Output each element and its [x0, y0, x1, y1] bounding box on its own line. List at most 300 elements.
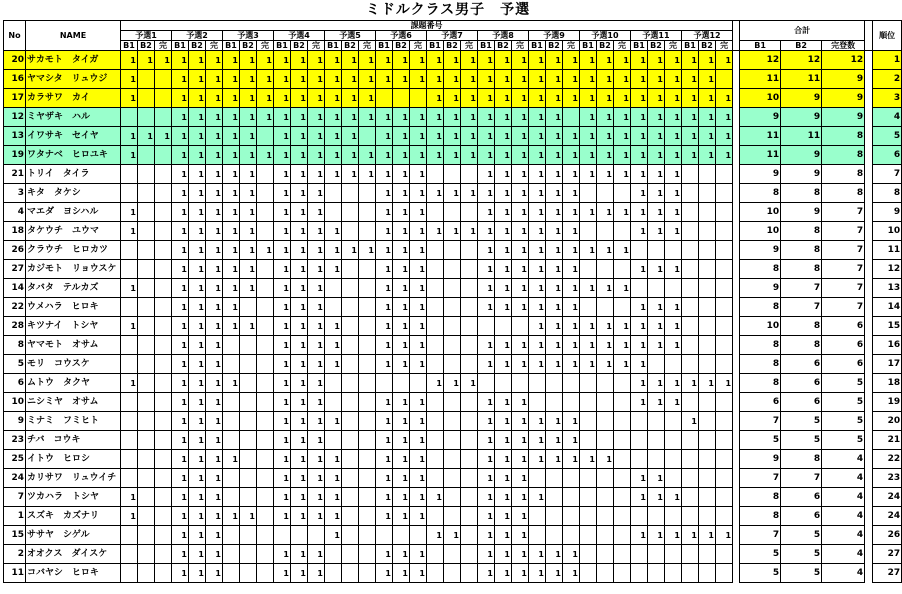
attempt-cell: 1	[274, 51, 291, 70]
attempt-cell	[444, 450, 461, 469]
attempt-cell: 1	[427, 374, 444, 393]
attempt-cell	[614, 488, 631, 507]
spacer	[865, 469, 873, 488]
attempt-cell	[223, 412, 240, 431]
round-header: 予選6	[376, 31, 427, 41]
table-row	[4, 127, 902, 146]
attempt-cell: 1	[444, 51, 461, 70]
attempt-cell: 1	[121, 507, 138, 526]
attempt-cell: 1	[478, 469, 495, 488]
attempt-cell: 1	[665, 488, 682, 507]
round-header: 予選1	[121, 31, 172, 41]
attempt-cell: 1	[546, 545, 563, 564]
attempt-cell: 1	[393, 469, 410, 488]
sub-col-header: B2	[342, 41, 359, 51]
attempt-cell: 1	[495, 108, 512, 127]
rank-value: 19	[873, 393, 902, 412]
attempt-cell	[274, 526, 291, 545]
attempt-cell: 1	[461, 108, 478, 127]
attempt-cell	[342, 393, 359, 412]
attempt-cell: 1	[512, 564, 529, 583]
attempt-cell: 1	[291, 51, 308, 70]
spacer	[865, 488, 873, 507]
attempt-cell: 1	[665, 260, 682, 279]
rank-value: 3	[873, 89, 902, 108]
attempt-cell	[427, 241, 444, 260]
table-row	[4, 70, 902, 89]
attempt-cell: 1	[410, 412, 427, 431]
attempt-cell	[512, 317, 529, 336]
attempt-cell	[138, 488, 155, 507]
attempt-cell	[682, 393, 699, 412]
attempt-cell: 1	[308, 317, 325, 336]
attempt-cell: 1	[240, 222, 257, 241]
attempt-cell: 1	[512, 165, 529, 184]
attempt-cell: 1	[121, 279, 138, 298]
attempt-cell: 1	[546, 431, 563, 450]
attempt-cell: 1	[308, 222, 325, 241]
attempt-cell	[342, 450, 359, 469]
attempt-cell: 1	[478, 241, 495, 260]
attempt-cell	[631, 431, 648, 450]
attempt-cell	[631, 564, 648, 583]
attempt-cell: 1	[512, 222, 529, 241]
attempt-cell: 1	[206, 51, 223, 70]
attempt-cell: 1	[393, 127, 410, 146]
spacer	[733, 51, 740, 70]
attempt-cell	[342, 260, 359, 279]
attempt-cell: 1	[206, 317, 223, 336]
attempt-cell	[631, 507, 648, 526]
attempt-cell: 1	[546, 146, 563, 165]
athlete-number: 20	[4, 51, 26, 70]
attempt-cell	[665, 545, 682, 564]
attempt-cell	[342, 355, 359, 374]
athlete-number: 6	[4, 374, 26, 393]
round-header: 予選12	[682, 31, 733, 41]
attempt-cell	[682, 355, 699, 374]
attempt-cell	[138, 393, 155, 412]
total-b2: 6	[781, 374, 822, 393]
attempt-cell: 1	[512, 507, 529, 526]
attempt-cell: 1	[172, 431, 189, 450]
attempt-cell: 1	[699, 108, 716, 127]
table-row	[4, 260, 902, 279]
total-b2: 6	[781, 393, 822, 412]
attempt-cell: 1	[410, 127, 427, 146]
attempt-cell: 1	[308, 545, 325, 564]
table-row	[4, 184, 902, 203]
attempt-cell	[325, 374, 342, 393]
attempt-cell: 1	[189, 393, 206, 412]
attempt-cell	[257, 488, 274, 507]
attempt-cell: 1	[393, 70, 410, 89]
attempt-cell: 1	[325, 241, 342, 260]
attempt-cell: 1	[172, 184, 189, 203]
attempt-cell	[138, 431, 155, 450]
attempt-cell	[597, 488, 614, 507]
attempt-cell	[529, 393, 546, 412]
sub-col-header: B1	[682, 41, 699, 51]
attempt-cell: 1	[189, 165, 206, 184]
attempt-cell: 1	[495, 89, 512, 108]
table-row	[4, 450, 902, 469]
attempt-cell: 1	[597, 89, 614, 108]
attempt-cell: 1	[376, 298, 393, 317]
attempt-cell	[716, 279, 733, 298]
attempt-cell	[138, 298, 155, 317]
attempt-cell: 1	[189, 241, 206, 260]
athlete-number: 24	[4, 469, 26, 488]
attempt-cell	[580, 431, 597, 450]
attempt-cell: 1	[410, 317, 427, 336]
attempt-cell: 1	[206, 127, 223, 146]
spacer	[733, 165, 740, 184]
attempt-cell	[614, 431, 631, 450]
attempt-cell: 1	[291, 108, 308, 127]
attempt-cell: 1	[206, 108, 223, 127]
attempt-cell: 1	[461, 127, 478, 146]
attempt-cell: 1	[410, 393, 427, 412]
attempt-cell	[155, 241, 172, 260]
attempt-cell	[257, 564, 274, 583]
attempt-cell: 1	[716, 146, 733, 165]
attempt-cell: 1	[410, 241, 427, 260]
attempt-cell: 1	[240, 108, 257, 127]
attempt-cell	[631, 450, 648, 469]
attempt-cell: 1	[546, 89, 563, 108]
attempt-cell: 1	[478, 336, 495, 355]
attempt-cell: 1	[580, 146, 597, 165]
table-row	[4, 222, 902, 241]
spacer	[865, 374, 873, 393]
attempt-cell: 1	[393, 279, 410, 298]
spacer	[733, 203, 740, 222]
attempt-cell	[716, 545, 733, 564]
attempt-cell	[410, 526, 427, 545]
attempt-cell: 1	[291, 279, 308, 298]
attempt-cell	[546, 393, 563, 412]
attempt-cell	[665, 469, 682, 488]
attempt-cell	[682, 450, 699, 469]
attempt-cell: 1	[410, 165, 427, 184]
attempt-cell	[359, 336, 376, 355]
athlete-number: 26	[4, 241, 26, 260]
spacer	[733, 431, 740, 450]
attempt-cell	[716, 564, 733, 583]
rank-value: 6	[873, 146, 902, 165]
attempt-cell	[529, 374, 546, 393]
attempt-cell: 1	[478, 222, 495, 241]
attempt-cell	[121, 108, 138, 127]
attempt-cell: 1	[512, 431, 529, 450]
attempt-cell: 1	[563, 260, 580, 279]
attempt-cell: 1	[614, 89, 631, 108]
attempt-cell: 1	[631, 526, 648, 545]
attempt-cell	[699, 355, 716, 374]
attempt-cell: 1	[631, 222, 648, 241]
table-row	[4, 374, 902, 393]
sub-col-header: 完	[563, 41, 580, 51]
round-header: 予選11	[631, 31, 682, 41]
attempt-cell	[138, 165, 155, 184]
attempt-cell	[597, 469, 614, 488]
attempt-cell: 1	[631, 203, 648, 222]
attempt-cell: 1	[699, 127, 716, 146]
spacer	[733, 108, 740, 127]
attempt-cell: 1	[512, 127, 529, 146]
attempt-cell: 1	[665, 222, 682, 241]
attempt-cell: 1	[614, 317, 631, 336]
attempt-cell: 1	[529, 488, 546, 507]
attempt-cell	[444, 298, 461, 317]
attempt-cell: 1	[529, 355, 546, 374]
attempt-cell	[240, 393, 257, 412]
attempt-cell	[563, 507, 580, 526]
attempt-cell	[580, 469, 597, 488]
attempt-cell	[716, 317, 733, 336]
attempt-cell: 1	[546, 260, 563, 279]
total-tops: 7	[822, 222, 865, 241]
attempt-cell	[121, 545, 138, 564]
attempt-cell: 1	[223, 146, 240, 165]
table-row	[4, 393, 902, 412]
attempt-cell: 1	[172, 108, 189, 127]
attempt-cell: 1	[342, 108, 359, 127]
attempt-cell	[461, 450, 478, 469]
attempt-cell	[138, 260, 155, 279]
spacer	[733, 469, 740, 488]
col-no-header: No	[4, 21, 26, 51]
athlete-number: 28	[4, 317, 26, 336]
attempt-cell: 1	[495, 165, 512, 184]
attempt-cell: 1	[546, 564, 563, 583]
attempt-cell	[342, 507, 359, 526]
attempt-cell: 1	[359, 241, 376, 260]
attempt-cell	[359, 355, 376, 374]
attempt-cell	[614, 469, 631, 488]
attempt-cell: 1	[495, 203, 512, 222]
spacer	[865, 564, 873, 583]
attempt-cell	[716, 165, 733, 184]
attempt-cell	[597, 431, 614, 450]
athlete-number: 17	[4, 89, 26, 108]
total-group-header: 合計	[740, 21, 865, 41]
attempt-cell: 1	[512, 108, 529, 127]
attempt-cell: 1	[257, 108, 274, 127]
attempt-cell	[682, 336, 699, 355]
rank-value: 23	[873, 469, 902, 488]
attempt-cell: 1	[308, 355, 325, 374]
attempt-cell: 1	[189, 184, 206, 203]
attempt-cell	[648, 545, 665, 564]
attempt-cell: 1	[172, 564, 189, 583]
attempt-cell	[257, 374, 274, 393]
attempt-cell: 1	[478, 450, 495, 469]
attempt-cell: 1	[240, 203, 257, 222]
attempt-cell: 1	[648, 165, 665, 184]
attempt-cell	[138, 184, 155, 203]
attempt-cell: 1	[393, 564, 410, 583]
attempt-cell: 1	[512, 279, 529, 298]
attempt-cell	[325, 393, 342, 412]
attempt-cell: 1	[308, 127, 325, 146]
attempt-cell: 1	[563, 184, 580, 203]
attempt-cell: 1	[512, 355, 529, 374]
total-b2: 9	[781, 203, 822, 222]
attempt-cell: 1	[563, 564, 580, 583]
attempt-cell: 1	[274, 222, 291, 241]
attempt-cell: 1	[631, 336, 648, 355]
attempt-cell	[529, 526, 546, 545]
attempt-cell	[325, 564, 342, 583]
table-row	[4, 336, 902, 355]
attempt-cell	[257, 355, 274, 374]
attempt-cell: 1	[376, 222, 393, 241]
attempt-cell: 1	[240, 184, 257, 203]
attempt-cell: 1	[512, 488, 529, 507]
attempt-cell: 1	[580, 165, 597, 184]
attempt-cell: 1	[206, 355, 223, 374]
attempt-cell	[580, 526, 597, 545]
attempt-cell: 1	[546, 51, 563, 70]
attempt-cell: 1	[274, 336, 291, 355]
attempt-cell	[155, 89, 172, 108]
attempt-cell: 1	[682, 412, 699, 431]
attempt-cell: 1	[614, 355, 631, 374]
attempt-cell	[427, 298, 444, 317]
attempt-cell: 1	[495, 184, 512, 203]
sub-col-header: B2	[138, 41, 155, 51]
attempt-cell: 1	[648, 260, 665, 279]
attempt-cell: 1	[648, 146, 665, 165]
attempt-cell	[665, 564, 682, 583]
attempt-cell: 1	[529, 279, 546, 298]
total-tops: 8	[822, 184, 865, 203]
attempt-cell: 1	[682, 108, 699, 127]
attempt-cell: 1	[410, 51, 427, 70]
attempt-cell: 1	[512, 336, 529, 355]
attempt-cell	[240, 298, 257, 317]
spacer	[865, 355, 873, 374]
attempt-cell: 1	[614, 108, 631, 127]
attempt-cell	[427, 317, 444, 336]
attempt-cell: 1	[291, 298, 308, 317]
attempt-cell	[682, 469, 699, 488]
attempt-cell: 1	[325, 336, 342, 355]
total-b2: 5	[781, 526, 822, 545]
attempt-cell: 1	[274, 279, 291, 298]
total-tops: 4	[822, 564, 865, 583]
attempt-cell: 1	[240, 146, 257, 165]
attempt-cell: 1	[325, 51, 342, 70]
total-b2: 5	[781, 564, 822, 583]
sub-col-header: B1	[478, 41, 495, 51]
attempt-cell	[342, 469, 359, 488]
attempt-cell: 1	[308, 488, 325, 507]
attempt-cell: 1	[206, 184, 223, 203]
spacer	[865, 450, 873, 469]
rank-value: 15	[873, 317, 902, 336]
attempt-cell	[223, 336, 240, 355]
attempt-cell	[121, 165, 138, 184]
table-row	[4, 279, 902, 298]
total-tops: 7	[822, 279, 865, 298]
attempt-cell	[359, 545, 376, 564]
attempt-cell: 1	[342, 51, 359, 70]
athlete-name: ウメハラ ヒロキ	[26, 298, 121, 317]
attempt-cell: 1	[682, 89, 699, 108]
attempt-cell	[546, 526, 563, 545]
round-header: 予選4	[274, 31, 325, 41]
attempt-cell: 1	[495, 412, 512, 431]
total-b2: 11	[781, 127, 822, 146]
attempt-cell: 1	[546, 355, 563, 374]
attempt-cell: 1	[563, 298, 580, 317]
attempt-cell: 1	[410, 450, 427, 469]
total-tops: 7	[822, 203, 865, 222]
attempt-cell: 1	[308, 469, 325, 488]
attempt-cell: 1	[597, 51, 614, 70]
attempt-cell: 1	[172, 203, 189, 222]
attempt-cell	[121, 412, 138, 431]
attempt-cell	[716, 393, 733, 412]
attempt-cell: 1	[325, 127, 342, 146]
attempt-cell: 1	[529, 127, 546, 146]
spacer	[865, 526, 873, 545]
attempt-cell	[716, 469, 733, 488]
attempt-cell: 1	[274, 507, 291, 526]
attempt-cell: 1	[478, 108, 495, 127]
attempt-cell	[597, 298, 614, 317]
attempt-cell: 1	[393, 146, 410, 165]
table-row	[4, 431, 902, 450]
attempt-cell	[461, 203, 478, 222]
attempt-cell: 1	[376, 146, 393, 165]
athlete-name: トリイ タイラ	[26, 165, 121, 184]
attempt-cell	[257, 317, 274, 336]
attempt-cell: 1	[376, 165, 393, 184]
attempt-cell	[682, 317, 699, 336]
attempt-cell: 1	[223, 507, 240, 526]
attempt-cell: 1	[529, 184, 546, 203]
attempt-cell: 1	[274, 298, 291, 317]
attempt-cell	[138, 146, 155, 165]
attempt-cell	[580, 184, 597, 203]
athlete-number: 2	[4, 545, 26, 564]
attempt-cell	[257, 393, 274, 412]
attempt-cell: 1	[342, 165, 359, 184]
attempt-cell	[121, 469, 138, 488]
attempt-cell	[240, 355, 257, 374]
athlete-number: 10	[4, 393, 26, 412]
spacer	[865, 89, 873, 108]
attempt-cell: 1	[478, 564, 495, 583]
attempt-cell	[597, 526, 614, 545]
attempt-cell	[427, 545, 444, 564]
attempt-cell: 1	[291, 336, 308, 355]
attempt-cell: 1	[665, 108, 682, 127]
sub-col-header: B2	[189, 41, 206, 51]
attempt-cell: 1	[223, 108, 240, 127]
attempt-cell: 1	[172, 165, 189, 184]
attempt-cell: 1	[478, 260, 495, 279]
attempt-cell: 1	[512, 184, 529, 203]
attempt-cell: 1	[172, 469, 189, 488]
total-tops: 8	[822, 165, 865, 184]
attempt-cell	[155, 469, 172, 488]
attempt-cell: 1	[512, 545, 529, 564]
